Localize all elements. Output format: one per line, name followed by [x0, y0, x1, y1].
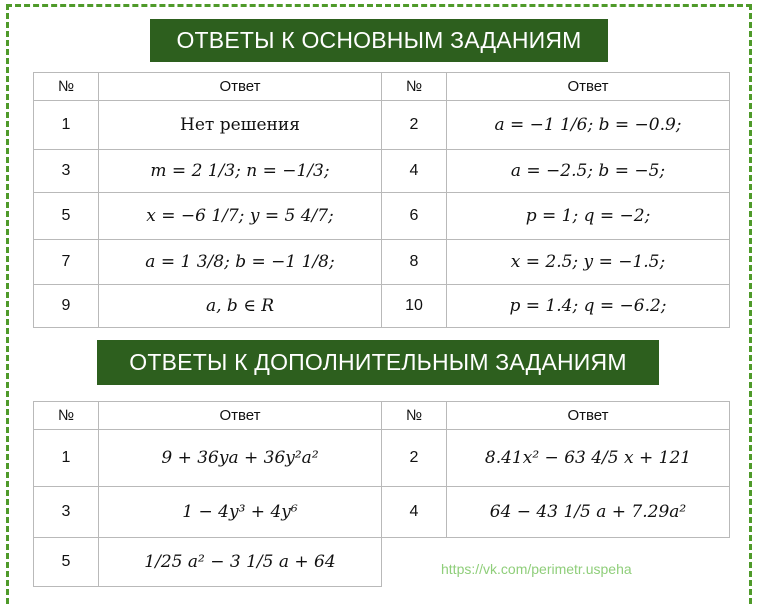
task-answer: x = −6 1/7; y = 5 4/7;	[99, 193, 382, 240]
task-answer: 64 − 43 1/5 a + 7.29a²	[447, 487, 730, 538]
table-row	[34, 150, 730, 193]
task-number: 9	[34, 285, 99, 328]
task-number: 10	[382, 285, 447, 328]
task-number: 4	[382, 487, 447, 538]
num-header: №	[382, 402, 447, 430]
task-answer: Нет решения	[99, 101, 382, 150]
task-number: 8	[382, 240, 447, 285]
extra-answers-banner: ОТВЕТЫ К ДОПОЛНИТЕЛЬНЫМ ЗАДАНИЯМ	[97, 340, 659, 385]
task-number: 3	[34, 487, 99, 538]
task-number: 2	[382, 430, 447, 487]
table-row	[34, 240, 730, 285]
main-answers-banner: ОТВЕТЫ К ОСНОВНЫМ ЗАДАНИЯМ	[150, 19, 608, 62]
task-number: 7	[34, 240, 99, 285]
task-number: 1	[34, 430, 99, 487]
table-row	[34, 285, 730, 328]
task-number: 3	[34, 150, 99, 193]
num-header: №	[34, 402, 99, 430]
task-number: 5	[34, 538, 99, 587]
num-header: №	[382, 73, 447, 101]
table-header-row	[34, 73, 730, 101]
answer-header: Ответ	[99, 73, 382, 101]
task-answer: a, b ∈ R	[99, 285, 382, 328]
task-number: 5	[34, 193, 99, 240]
task-answer: x = 2.5; y = −1.5;	[447, 240, 730, 285]
task-answer: 8.41x² − 63 4/5 x + 121	[447, 430, 730, 487]
extra-answers-table	[33, 401, 730, 587]
task-answer: 1 − 4y³ + 4y⁶	[99, 487, 382, 538]
answer-header: Ответ	[99, 402, 382, 430]
task-answer: a = 1 3/8; b = −1 1/8;	[99, 240, 382, 285]
num-header: №	[34, 73, 99, 101]
table-row	[34, 430, 730, 487]
task-number: 1	[34, 101, 99, 150]
table-row	[34, 101, 730, 150]
task-number: 4	[382, 150, 447, 193]
watermark-link[interactable]: https://vk.com/perimetr.uspeha	[441, 561, 632, 577]
task-number: 6	[382, 193, 447, 240]
task-answer: a = −2.5; b = −5;	[447, 150, 730, 193]
task-answer: m = 2 1/3; n = −1/3;	[99, 150, 382, 193]
task-number: 2	[382, 101, 447, 150]
table-row	[34, 193, 730, 240]
task-answer: 1/25 a² − 3 1/5 a + 64	[99, 538, 382, 587]
main-answers-table	[33, 72, 730, 328]
task-answer: a = −1 1/6; b = −0.9;	[447, 101, 730, 150]
table-header-row	[34, 402, 730, 430]
task-answer: 9 + 36ya + 36y²a²	[99, 430, 382, 487]
answer-header: Ответ	[447, 402, 730, 430]
task-answer: p = 1.4; q = −6.2;	[447, 285, 730, 328]
table-row	[34, 487, 730, 538]
answer-header: Ответ	[447, 73, 730, 101]
task-answer: p = 1; q = −2;	[447, 193, 730, 240]
